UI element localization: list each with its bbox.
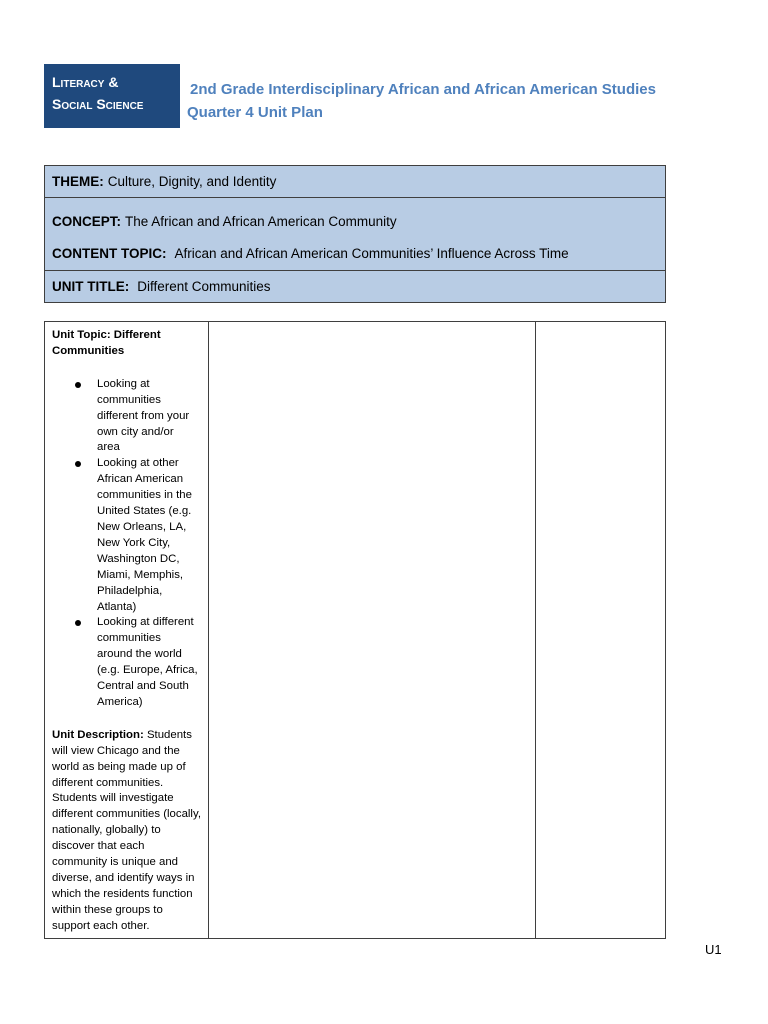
content-topic-line: [52, 244, 665, 264]
concept-label: CONCEPT:: [52, 214, 122, 229]
theme-value: Culture, Dignity, and Identity: [107, 174, 277, 189]
summary-table: [44, 165, 666, 303]
subject-badge: [44, 64, 180, 128]
unit-table-col-2: [209, 322, 536, 938]
list-item: [52, 615, 199, 710]
document-title: [187, 78, 656, 124]
bullet-icon: [75, 620, 81, 626]
list-item-text: Looking at other African American communities in the United States (e.g. New Orleans, LA, New York City, Washington DC, Miami, Memphis, Philadelphia, Atlanta): [97, 457, 192, 613]
unit-description-text: Students will view Chicago and the world as being made up of different communities. Students will investigate different communities (locally, nationally, globally) to discover that each community is unique and diverse, and identify ways in which the residents function within these groups to support each other.: [52, 728, 201, 932]
unit-table-col-3: [536, 322, 665, 938]
badge-line-1: Literacy &: [52, 74, 119, 90]
unit-title-value: Different Communities: [137, 279, 271, 294]
unit-description-label: Unit Description:: [52, 728, 144, 741]
unit-table: [44, 321, 666, 939]
title-line-2: Quarter 4 Unit Plan: [187, 104, 323, 121]
unit-description: [52, 728, 202, 935]
bullet-icon: [75, 461, 81, 467]
unit-title-label: UNIT TITLE:: [52, 279, 130, 294]
bullet-icon: [75, 382, 81, 388]
concept-line: [52, 212, 665, 232]
badge-line-2: Social Science: [52, 96, 144, 112]
list-item: [52, 377, 199, 457]
list-item-text: Looking at different communities around the world (e.g. Europe, Africa, Central and South America): [97, 616, 198, 708]
unit-title-row: [45, 271, 665, 302]
unit-topic-heading: Unit Topic: Different Communities: [52, 329, 161, 357]
unit-table-col-1: [45, 322, 209, 938]
concept-row: [45, 198, 665, 271]
theme-label: THEME:: [52, 174, 104, 189]
theme-row: [45, 166, 665, 198]
concept-value: The African and African American Community: [125, 214, 397, 229]
content-topic-label: CONTENT TOPIC:: [52, 246, 167, 261]
content-topic-value: African and African American Communities’ Influence Across Time: [174, 246, 569, 261]
list-item-text: Looking at communities different from your own city and/or area: [97, 377, 190, 454]
title-line-1: 2nd Grade Interdisciplinary African and African American Studies: [190, 81, 656, 98]
list-item: [52, 456, 199, 615]
page-number: U1: [705, 942, 722, 957]
topic-bullet-list: [52, 377, 208, 711]
